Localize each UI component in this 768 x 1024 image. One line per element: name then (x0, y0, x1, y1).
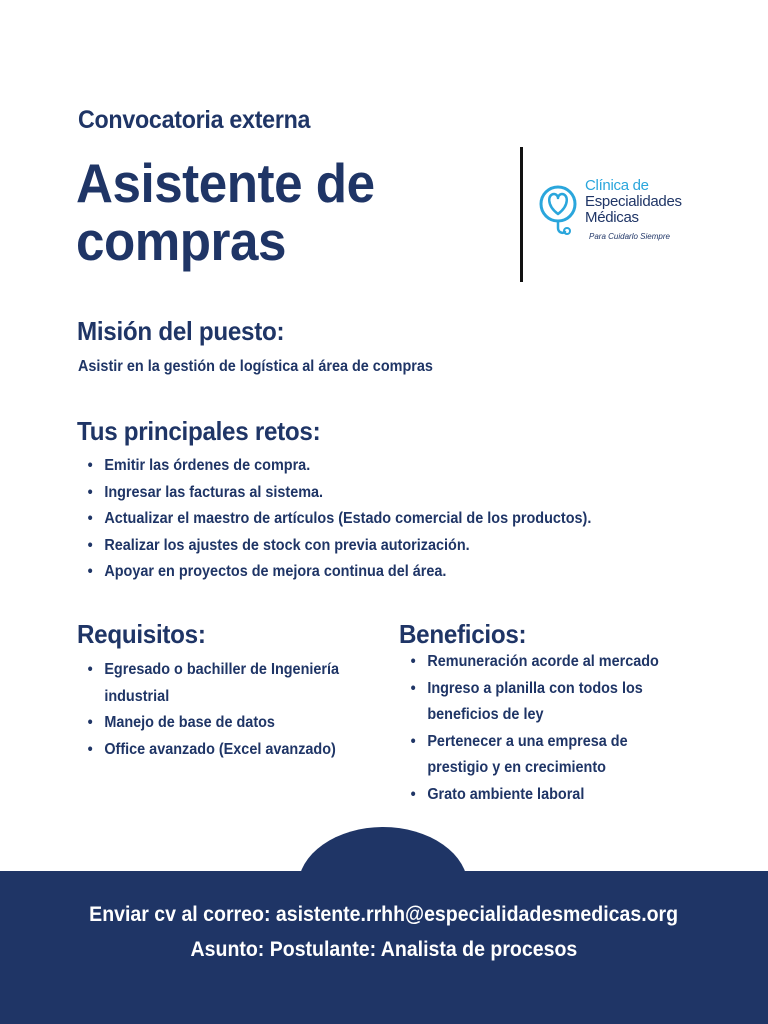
benefit-item: • Ingreso a planilla con todos los beneficios de ley (405, 676, 675, 729)
challenges-list (82, 453, 591, 586)
mission-heading: Misión del puesto: (77, 316, 285, 346)
footer-email-line (0, 903, 768, 927)
requirement-item: • Egresado o bachiller de Ingeniería industrial (82, 657, 370, 710)
requirements-heading: Requisitos: (77, 619, 206, 649)
requirement-item: • Office avanzado (Excel avanzado) (82, 737, 370, 764)
benefits-heading: Beneficios: (399, 619, 527, 649)
logo-line-2: Especialidades (585, 193, 682, 210)
heart-stethoscope-icon (538, 180, 580, 238)
job-title (76, 154, 375, 270)
kicker-label: Convocatoria externa (78, 106, 311, 134)
mission-text: Asistir en la gestión de logística al área de compras (78, 358, 433, 375)
clinic-logo-text (585, 178, 682, 241)
requirement-item: • Manejo de base de datos (82, 710, 370, 737)
footer-email-text: Enviar cv al correo: asistente.rrhh@especialidadesmedicas.org (89, 903, 679, 926)
benefit-item: • Pertenecer a una empresa de prestigio y en crecimiento (405, 729, 675, 782)
benefit-item: • Remuneración acorde al mercado (405, 649, 675, 676)
job-title-line-1: Asistente de (76, 152, 375, 214)
logo-divider (520, 147, 523, 282)
challenge-item: • Actualizar el maestro de artículos (Estado comercial de los productos). (82, 506, 591, 533)
job-title-line-2: compras (76, 210, 286, 272)
footer-subject-line (0, 938, 768, 962)
clinic-logo (538, 178, 738, 258)
challenge-item: • Apoyar en proyectos de mejora continua del área. (82, 559, 591, 586)
logo-line-1: Clínica de (585, 177, 649, 194)
benefit-item: • Grato ambiente laboral (405, 782, 675, 809)
benefits-list (405, 649, 675, 808)
challenge-item: • Emitir las órdenes de compra. (82, 453, 591, 480)
challenge-item: • Realizar los ajustes de stock con previa autorización. (82, 533, 591, 560)
requirements-list (82, 657, 370, 763)
logo-tagline: Para Cuidarlo Siempre (589, 232, 670, 241)
challenges-heading: Tus principales retos: (77, 416, 321, 446)
challenge-item: • Ingresar las facturas al sistema. (82, 480, 591, 507)
footer-subject-text: Asunto: Postulante: Analista de procesos (190, 938, 578, 961)
logo-line-3: Médicas (585, 209, 639, 226)
